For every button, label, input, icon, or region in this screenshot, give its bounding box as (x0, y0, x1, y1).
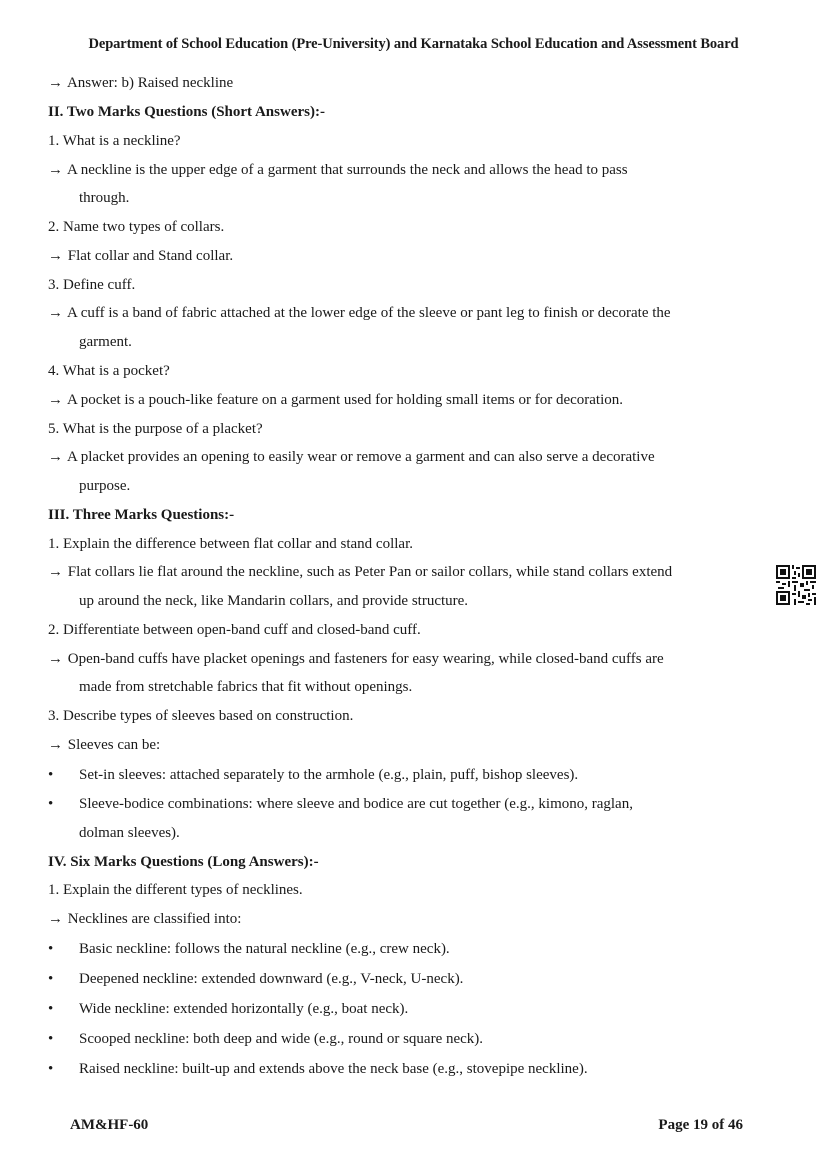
document-code: AM&HF-60 (70, 1117, 149, 1133)
answer-continuation: purpose. (79, 478, 131, 494)
list-item: Basic neckline: follows the natural neckline (e.g., crew neck). (79, 941, 450, 957)
arrow-icon: → (48, 392, 63, 408)
bullet-icon: • (48, 767, 54, 783)
question-line: 2. Differentiate between open-band cuff and closed-band cuff. (48, 622, 421, 638)
arrow-icon: → (48, 737, 63, 753)
list-item: Scooped neckline: both deep and wide (e.g., round or square neck). (79, 1031, 484, 1047)
question-line: 5. What is the purpose of a placket? (48, 421, 263, 437)
answer-line: → Open-band cuffs have placket openings and fasteners for easy wearing, while closed-band cuffs are (48, 651, 664, 667)
section-heading: II. Two Marks Questions (Short Answers):- (48, 104, 325, 120)
page-header: Department of School Education (Pre-University) and Karnataka School Education and Assessment Board (88, 36, 739, 52)
bullet-icon: • (48, 1001, 54, 1017)
answer-continuation: through. (79, 190, 130, 206)
page-number: Page 19 of 46 (658, 1117, 743, 1133)
answer-line: → A neckline is the upper edge of a garment that surrounds the neck and allows the head to pass (48, 162, 628, 178)
answer-line: → Sleeves can be: (48, 737, 161, 753)
qr-code-icon (776, 565, 816, 605)
answer-line: → Flat collar and Stand collar. (48, 248, 234, 264)
answer-line: → Flat collars lie flat around the neckline, such as Peter Pan or sailor collars, while stand collars extend (48, 564, 673, 580)
list-item-continuation: dolman sleeves). (79, 825, 180, 841)
list-item: Set-in sleeves: attached separately to the armhole (e.g., plain, puff, bishop sleeves). (79, 767, 579, 783)
bullet-icon: • (48, 1061, 54, 1077)
arrow-icon: → (48, 911, 63, 927)
answer-line: → A pocket is a pouch-like feature on a garment used for holding small items or for decoration. (48, 392, 624, 408)
arrow-icon: → (48, 162, 63, 178)
question-line: 1. What is a neckline? (48, 133, 181, 149)
bullet-icon: • (48, 971, 54, 987)
list-item: Sleeve-bodice combinations: where sleeve and bodice are cut together (e.g., kimono, raglan, (79, 796, 633, 812)
question-line: 4. What is a pocket? (48, 363, 170, 379)
question-line: 1. Explain the different types of necklines. (48, 882, 303, 898)
list-item: Raised neckline: built-up and extends above the neck base (e.g., stovepipe neckline). (79, 1061, 588, 1077)
arrow-icon: → (48, 564, 63, 580)
arrow-icon: → (48, 248, 63, 264)
question-line: 2. Name two types of collars. (48, 219, 225, 235)
answer-continuation: made from stretchable fabrics that fit without openings. (79, 679, 413, 695)
bullet-icon: • (48, 796, 54, 812)
list-item: Wide neckline: extended horizontally (e.g., boat neck). (79, 1001, 409, 1017)
section-heading: IV. Six Marks Questions (Long Answers):- (48, 854, 319, 870)
answer-continuation: garment. (79, 334, 132, 350)
answer-line: → A cuff is a band of fabric attached at the lower edge of the sleeve or pant leg to finish or decorate the (48, 305, 671, 321)
arrow-icon: → (48, 449, 63, 465)
answer-line: → Necklines are classified into: (48, 911, 242, 927)
question-line: 3. Describe types of sleeves based on construction. (48, 708, 354, 724)
arrow-icon: → (48, 305, 63, 321)
answer-continuation: up around the neck, like Mandarin collars, and provide structure. (79, 593, 469, 609)
section-heading: III. Three Marks Questions:- (48, 507, 235, 523)
list-item: Deepened neckline: extended downward (e.g., V-neck, U-neck). (79, 971, 464, 987)
bullet-icon: • (48, 1031, 54, 1047)
question-line: 3. Define cuff. (48, 277, 136, 293)
question-line: 1. Explain the difference between flat collar and stand collar. (48, 536, 413, 552)
answer-line: → A placket provides an opening to easily wear or remove a garment and can also serve a decorative (48, 449, 655, 465)
arrow-icon: → (48, 75, 63, 91)
bullet-icon: • (48, 941, 54, 957)
answer-line: → Answer: b) Raised neckline (48, 75, 234, 91)
arrow-icon: → (48, 651, 63, 667)
